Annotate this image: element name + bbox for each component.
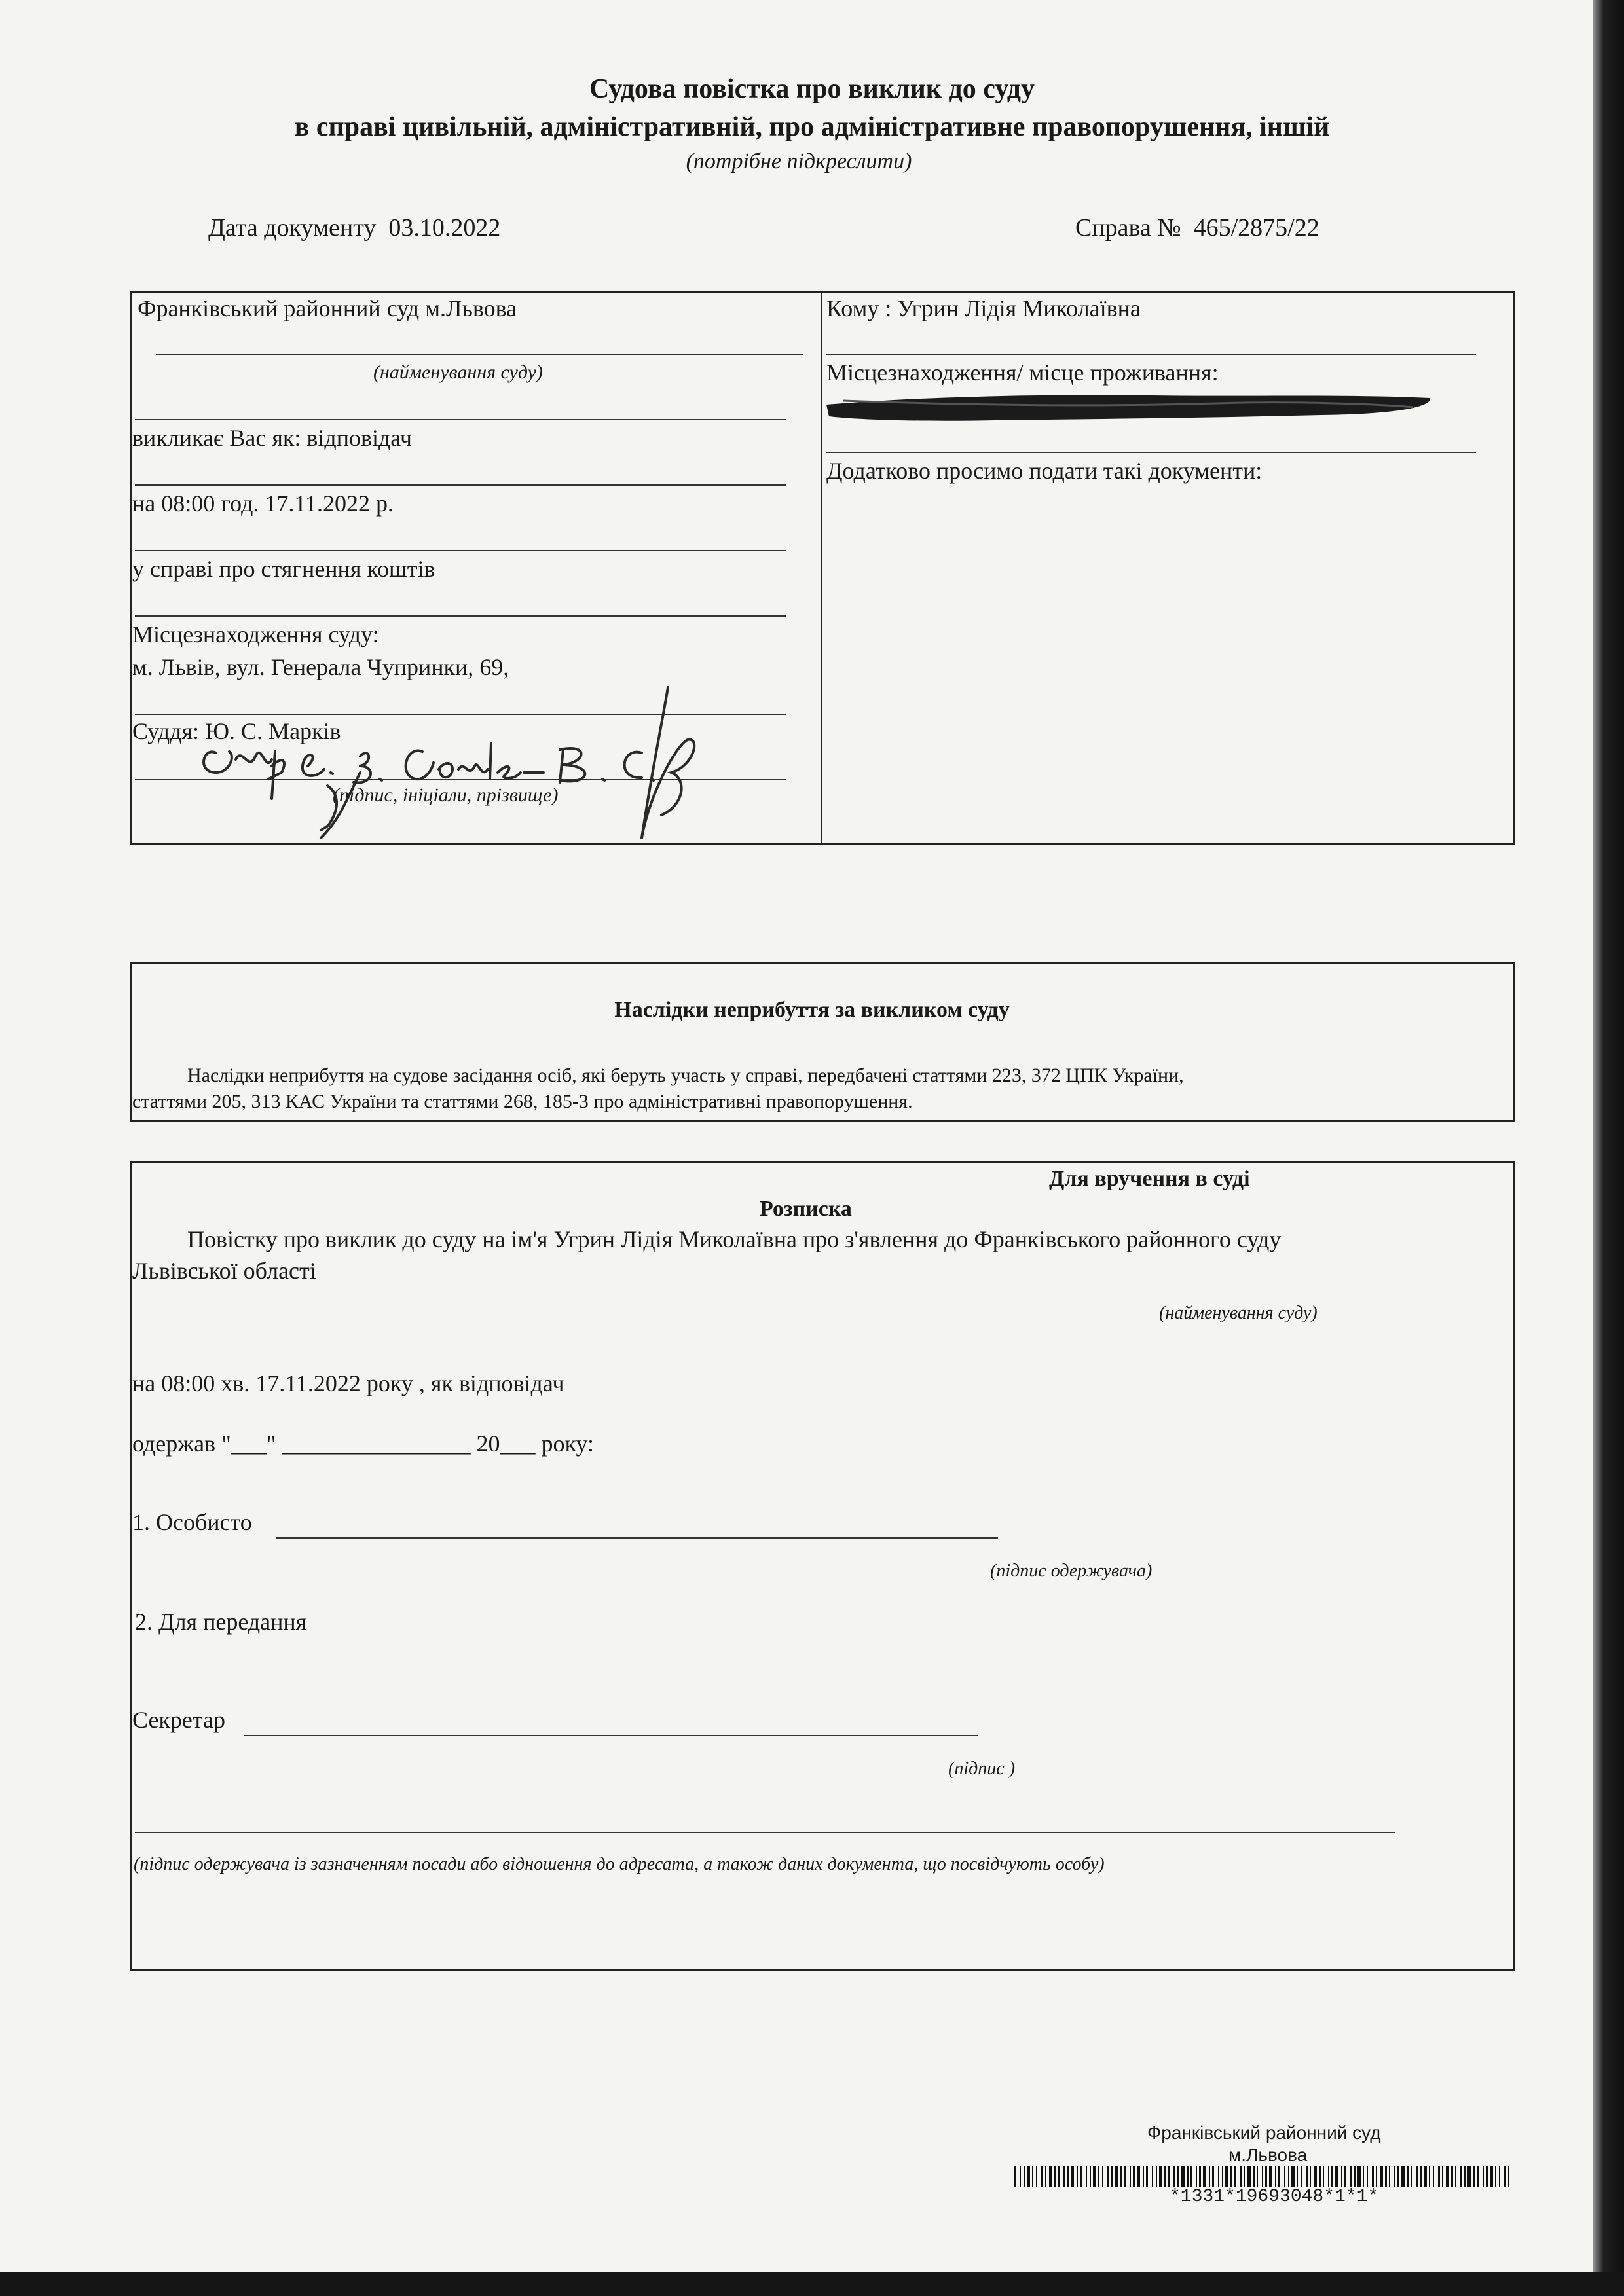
barcode-bar (1372, 2166, 1374, 2187)
barcode-bar (1041, 2166, 1043, 2187)
barcode-bar (1473, 2166, 1475, 2187)
barcode-bar (1341, 2166, 1342, 2187)
barcode-bar (1036, 2166, 1037, 2187)
barcode-bar (1420, 2166, 1422, 2187)
case-subject: у справі про стягнення коштів (132, 556, 435, 582)
barcode-bar (1253, 2166, 1255, 2187)
barcode-bar (1080, 2166, 1082, 2187)
hearing-time: на 08:00 год. 17.11.2022 р. (132, 490, 394, 517)
barcode-bar (1090, 2166, 1091, 2187)
document-subtitle: (потрібне підкреслити) (686, 149, 912, 173)
barcode-bar (1054, 2166, 1056, 2187)
barcode-bar (1297, 2166, 1298, 2187)
barcode-bar (1486, 2166, 1488, 2187)
barcode-bar (1020, 2166, 1021, 2187)
barcode-bar (1156, 2166, 1157, 2187)
barcode-bar (1460, 2166, 1462, 2187)
barcode-bar (1111, 2166, 1113, 2187)
consequences-text-line1: Наслідки неприбуття на судове засідання осіб, які беруть участь у справі, передбачені статтями 223, 372 ЦПК України, (187, 1065, 1184, 1086)
barcode-bar (1483, 2166, 1484, 2187)
barcode-bar (1397, 2166, 1399, 2187)
barcode-bar (1306, 2166, 1308, 2187)
residence-label: Місцезнаходження/ місце проживання: (826, 359, 1219, 386)
barcode-bar (1124, 2166, 1126, 2187)
barcode-bar (1093, 2166, 1096, 2187)
handwritten-signature (190, 674, 714, 845)
barcode-bar (1133, 2166, 1135, 2187)
barcode-bar (1363, 2166, 1364, 2187)
row-line (135, 419, 786, 420)
barcode-bar (1278, 2166, 1280, 2187)
case-number (1075, 213, 1320, 242)
barcode-bar (1247, 2166, 1251, 2187)
barcode-bar (1499, 2166, 1500, 2187)
barcode-bar (1177, 2166, 1179, 2187)
receipt-court-caption: (найменування суду) (1159, 1303, 1318, 1323)
barcode-bar (1288, 2166, 1289, 2187)
barcode-bar (1291, 2166, 1295, 2187)
barcode-bar (1146, 2166, 1148, 2187)
consequences-title: Наслідки неприбуття за викликом суду (614, 998, 1010, 1022)
document-title: Судова повістка про виклик до суду (589, 74, 1035, 104)
barcode-bar (1310, 2166, 1311, 2187)
court-name: Франківський районний суд м.Львова (138, 295, 517, 321)
date-value: 03.10.2022 (388, 214, 501, 242)
barcode-bar (1367, 2166, 1368, 2187)
barcode-bar (1446, 2166, 1449, 2187)
barcode-bar (1063, 2166, 1065, 2187)
column-divider (821, 291, 822, 845)
barcode-bar (1490, 2166, 1493, 2187)
barcode-bar (1244, 2166, 1245, 2187)
receipt-text-line1: Повістку про виклик до суду на ім'я Угрин Лідія Миколаївна про з'явлення до Франківського районного суду (187, 1226, 1282, 1252)
barcode-bar (1464, 2166, 1466, 2187)
barcode-bar (1265, 2166, 1267, 2187)
barcode-bar (1234, 2166, 1236, 2187)
barcode-bar (1504, 2166, 1506, 2187)
scan-edge-bottom (0, 2272, 1624, 2296)
barcode-bar (1137, 2166, 1140, 2187)
case-value: 465/2875/22 (1193, 214, 1320, 242)
personally-sign-line (276, 1537, 998, 1539)
barcode-bar (1077, 2166, 1078, 2187)
barcode-bar (1203, 2166, 1206, 2187)
barcode-bar (1257, 2166, 1258, 2187)
barcode-bar (1319, 2166, 1321, 2187)
recipient-details-caption: (підпис одержувача із зазначенням посади або відношення до адресата, а також даних документа, що посвідчують особу) (134, 1854, 1105, 1874)
receipt-text-line2: Львівської області (132, 1258, 316, 1284)
secretary-sign-caption: (підпис ) (948, 1758, 1016, 1779)
row-line (135, 484, 786, 486)
for-transfer-label: 2. Для передання (135, 1609, 307, 1635)
signature-caption: (підпис, ініціали, прізвище) (333, 784, 559, 806)
barcode-bar (1058, 2166, 1060, 2187)
barcode-bar (1411, 2166, 1412, 2187)
barcode-bar (1389, 2166, 1390, 2187)
recipient-details-line (135, 1832, 1395, 1833)
underline (156, 354, 803, 355)
barcode-bar (1385, 2166, 1387, 2187)
barcode-bar (1130, 2166, 1131, 2187)
barcode-bar (1225, 2166, 1228, 2187)
barcode-bar (1438, 2166, 1440, 2187)
barcode-bar (1230, 2166, 1232, 2187)
extra-documents-label: Додатково просимо подати такі документи: (826, 458, 1263, 484)
barcode-bar (1196, 2166, 1197, 2187)
for-court-delivery: Для вручення в суді (1049, 1167, 1250, 1191)
barcode-bar (1190, 2166, 1192, 2187)
barcode-bar (1350, 2166, 1352, 2187)
barcode-bar (1376, 2166, 1377, 2187)
barcode-bar (1152, 2166, 1153, 2187)
barcode-bar (1173, 2166, 1175, 2187)
barcode-bar (1424, 2166, 1427, 2187)
barcode-bar (1269, 2166, 1272, 2187)
secretary-sign-line (244, 1735, 978, 1736)
barcode-bar (1344, 2166, 1346, 2187)
receipt-title: Розписка (760, 1197, 852, 1221)
barcode-bar (1284, 2166, 1285, 2187)
barcode-bar (1357, 2166, 1361, 2187)
barcode-bar (1380, 2166, 1383, 2187)
case-label: Справа № (1075, 214, 1181, 242)
barcode-bar (1024, 2166, 1025, 2187)
barcode-bar (1477, 2166, 1479, 2187)
barcode-number: *1331*19693048*1*1* (1170, 2187, 1379, 2207)
barcode-bar (1218, 2166, 1219, 2187)
barcode-bar (1168, 2166, 1170, 2187)
barcode-bar (1323, 2166, 1324, 2187)
receipt-time-line: на 08:00 хв. 17.11.2022 року , як відповідач (132, 1370, 564, 1396)
barcode-bar (1102, 2166, 1103, 2187)
barcode-bar (1115, 2166, 1118, 2187)
barcode-bar (1120, 2166, 1122, 2187)
barcode-bar (1027, 2166, 1030, 2187)
document-title-line2: в справі цивільній, адміністративній, про адміністративне правопорушення, іншій (294, 112, 1330, 142)
barcode-bar (1209, 2166, 1210, 2187)
barcode-bar (1107, 2166, 1109, 2187)
barcode-bar (1442, 2166, 1443, 2187)
court-address: м. Львів, вул. Генерала Чупринки, 69, (132, 654, 509, 680)
scan-edge (1593, 0, 1624, 2296)
receipt-box (130, 1161, 1515, 1971)
barcode-bar (1275, 2166, 1276, 2187)
barcode-bar (1354, 2166, 1356, 2187)
received-date-line: одержав "___" ________________ 20___ року: (132, 1430, 595, 1457)
barcode-bar (1199, 2166, 1201, 2187)
court-caption: (найменування суду) (373, 361, 543, 383)
personally-label: 1. Особисто (132, 1509, 252, 1535)
redacted-address (824, 385, 1433, 429)
recipient-signature-caption: (підпис одержувача) (990, 1561, 1153, 1581)
barcode-bar (1433, 2166, 1434, 2187)
barcode-bar (1098, 2166, 1099, 2187)
footer-court-city: м.Львова (1228, 2145, 1308, 2165)
footer-court-name: Франківський районний суд (1147, 2123, 1381, 2143)
barcode-bar (1429, 2166, 1430, 2187)
consequences-text-line2: статтями 205, 313 КАС України та статтями 268, 185-3 про адміністративні правопорушення. (132, 1091, 913, 1112)
barcode (1014, 2166, 1511, 2187)
barcode-bar (1014, 2166, 1016, 2187)
barcode-bar (1086, 2166, 1087, 2187)
barcode-bar (1181, 2166, 1185, 2187)
barcode-bar (1451, 2166, 1453, 2187)
barcode-bar (1394, 2166, 1395, 2187)
date-label: Дата документу (208, 214, 377, 242)
judge-name: Суддя: Ю. С. Марків (132, 718, 341, 744)
barcode-bar (1467, 2166, 1471, 2187)
recipient-name: Кому : Угрин Лідія Миколаївна (826, 295, 1141, 321)
barcode-bar (1314, 2166, 1317, 2187)
barcode-bar (1045, 2166, 1046, 2187)
barcode-bar (1508, 2166, 1509, 2187)
barcode-bar (1222, 2166, 1223, 2187)
barcode-bar (1032, 2166, 1033, 2187)
barcode-bar (1401, 2166, 1405, 2187)
summons-role: викликає Вас як: відповідач (132, 425, 412, 451)
barcode-bar (1187, 2166, 1189, 2187)
row-line (826, 452, 1476, 453)
row-line (135, 615, 786, 617)
barcode-bar (1159, 2166, 1162, 2187)
barcode-bar (1328, 2166, 1329, 2187)
barcode-bar (1335, 2166, 1338, 2187)
barcode-bar (1164, 2166, 1166, 2187)
barcode-bar (1212, 2166, 1214, 2187)
court-location-label: Місцезнаходження суду: (132, 621, 379, 647)
barcode-bar (1495, 2166, 1496, 2187)
row-line (135, 550, 786, 551)
document-date (208, 213, 500, 242)
barcode-bar (1143, 2166, 1144, 2187)
barcode-bar (1301, 2166, 1302, 2187)
barcode-bar (1067, 2166, 1069, 2187)
row-line (826, 354, 1476, 355)
barcode-bar (1416, 2166, 1418, 2187)
barcode-bar (1407, 2166, 1409, 2187)
secretary-label: Секретар (132, 1707, 226, 1733)
barcode-bar (1262, 2166, 1263, 2187)
barcode-bar (1071, 2166, 1074, 2187)
barcode-bar (1049, 2166, 1052, 2187)
barcode-bar (1240, 2166, 1242, 2187)
barcode-bar (1455, 2166, 1456, 2187)
barcode-bar (1331, 2166, 1333, 2187)
